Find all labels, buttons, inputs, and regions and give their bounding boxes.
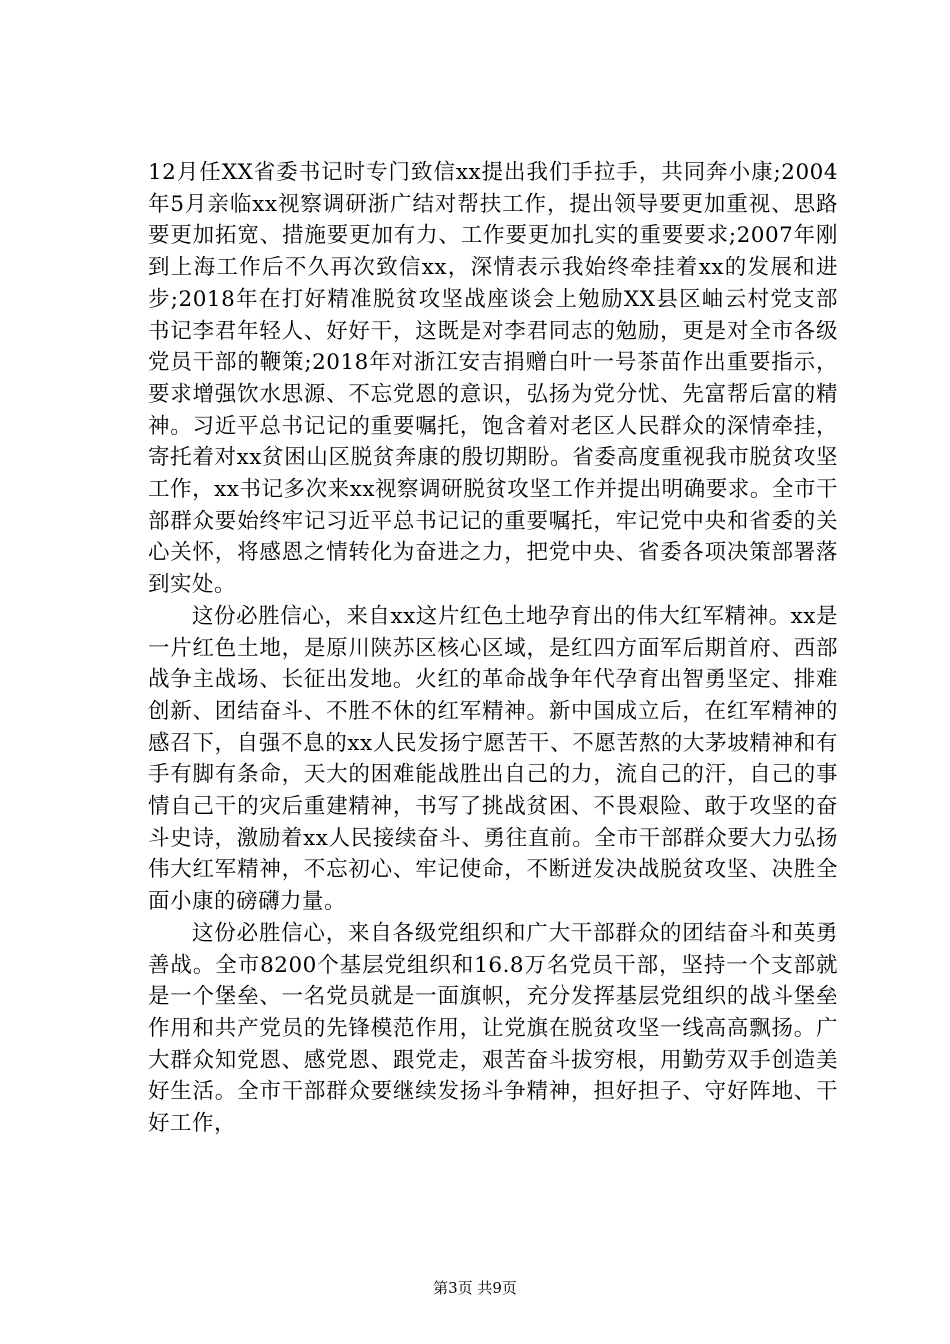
- document-body: [148, 157, 838, 1140]
- paragraph-3: 这份必胜信心，来自各级党组织和广大干部群众的团结奋斗和英勇善战。全市8200个基层党组织和16.8万名党员干部，坚持一个支部就是一个堡垒、一名党员就是一面旗帜，充分发挥基层党组织的战斗堡垒作用和共产党员的先锋模范作用，让党旗在脱贫攻坚一线高高飘扬。广大群众知党恩、感党恩、跟党走，艰苦奋斗拔穷根，用勤劳双手创造美好生活。全市干部群众要继续发扬斗争精神，担好担子、守好阵地、干好工作，: [148, 920, 838, 1137]
- paragraph-1: 12月任XX省委书记时专门致信xx提出我们手拉手，共同奔小康;2004年5月亲临xx视察调研浙广结对帮扶工作，提出领导要更加重视、思路要更加拓宽、措施要更加有力、工作要更加扎实的重要要求;2007年刚到上海工作后不久再次致信xx，深情表示我始终牵挂着xx的发展和进步;2018年在打好精准脱贫攻坚战座谈会上勉励XX县区岫云村党支部书记李君年轻人、好好干，这既是对李君同志的勉励，更是对全市各级党员干部的鞭策;2018年对浙江安吉捐赠白叶一号茶苗作出重要指示，要求增强饮水思源、不忘党恩的意识，弘扬为党分忧、先富帮后富的精神。习近平总书记记的重要嘱托，饱含着对老区人民群众的深情牵挂，寄托着对xx贫困山区脱贫奔康的殷切期盼。省委高度重视我市脱贫攻坚工作，xx书记多次来xx视察调研脱贫攻坚工作并提出明确要求。全市干部群众要始终牢记习近平总书记记的重要嘱托，牢记党中央和省委的关心关怀，将感恩之情转化为奋进之力，把党中央、省委各项决策部署落到实处。: [148, 160, 838, 598]
- page-number-footer: 第3页 共9页: [433, 1279, 517, 1297]
- paragraph-2: 这份必胜信心，来自xx这片红色土地孕育出的伟大红军精神。xx是一片红色土地，是原川陕苏区核心区域，是红四方面军后期首府、西部战争主战场、长征出发地。火红的革命战争年代孕育出智勇坚定、排难创新、团结奋斗、不胜不休的红军精神。新中国成立后，在红军精神的感召下，自强不息的xx人民发扬宁愿苦干、不愿苦熬的大茅坡精神和有手有脚有条命，天大的困难能战胜出自己的力，流自己的汗，自己的事情自己干的灾后重建精神，书写了挑战贫困、不畏艰险、敢于攻坚的奋斗史诗，激励着xx人民接续奋斗、勇往直前。全市干部群众要大力弘扬伟大红军精神，不忘初心、牢记使命，不断迸发决战脱贫攻坚、决胜全面小康的磅礴力量。: [148, 603, 838, 915]
